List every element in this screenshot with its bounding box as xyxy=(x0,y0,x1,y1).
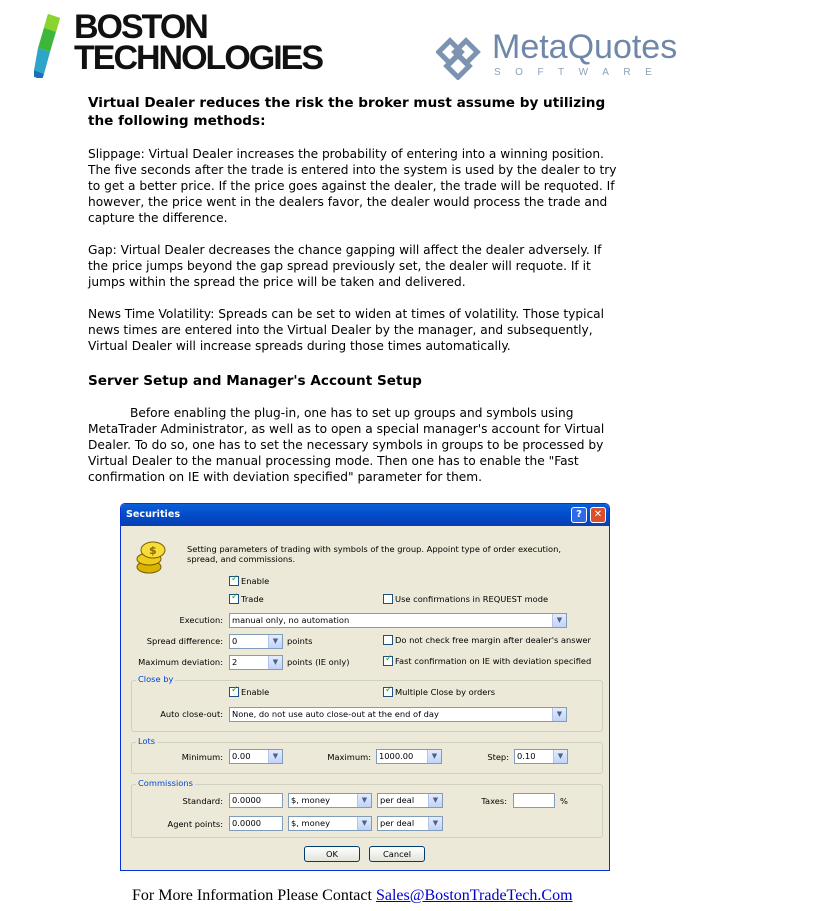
metaquotes-logo-mark-icon xyxy=(436,36,486,80)
trade-label: Trade xyxy=(241,594,264,604)
metaquotes-logo xyxy=(436,28,701,84)
chevron-down-icon: ▼ xyxy=(428,794,442,807)
paragraph-gap: Gap: Virtual Dealer decreases the chance gapping will affect the dealer adversely. If the price jumps beyond the gap spread previously set, the dealer will requote. If it jumps within the spread the price will be taken and delivered. xyxy=(88,243,602,289)
chevron-down-icon: ▼ xyxy=(552,614,566,627)
lots-maximum-label: Maximum: xyxy=(327,752,371,762)
taxes-label: Taxes: xyxy=(481,796,507,806)
taxes-unit: % xyxy=(560,796,568,806)
use-confirmations-label: Use confirmations in REQUEST mode xyxy=(395,594,549,604)
chevron-down-icon: ▼ xyxy=(427,750,441,763)
close-by-group-title: Close by xyxy=(138,674,174,684)
auto-close-out-select[interactable]: None, do not use auto close-out at the end of day ▼ xyxy=(229,707,567,722)
dialog-description: Setting parameters of trading with symbols of the group. Appoint type of order execution, spread, and commissions. xyxy=(187,544,562,564)
fast-confirmation-label: Fast confirmation on IE with deviation specified xyxy=(395,656,592,666)
dialog-titlebar xyxy=(121,504,609,526)
footer-contact xyxy=(132,887,573,905)
standard-label: Standard: xyxy=(182,796,223,806)
no-check-margin-checkbox[interactable] xyxy=(383,635,393,645)
chevron-down-icon: ▼ xyxy=(357,817,371,830)
dialog-title: Securities xyxy=(126,509,181,520)
paragraph-news: News Time Volatility: Spreads can be set to widen at times of volatility. Those typical news times are entered into the Virtual Dealer by the manager, and subsequently, Virtual Dealer will increase spreads during those times automatically. xyxy=(88,307,605,353)
help-button[interactable]: ? xyxy=(571,507,587,523)
commissions-group-title: Commissions xyxy=(138,778,193,788)
taxes-input[interactable] xyxy=(513,793,555,808)
svg-text:$: $ xyxy=(149,544,157,557)
agent-per-select[interactable]: per deal ▼ xyxy=(377,816,443,831)
spread-difference-label: Spread difference: xyxy=(146,636,223,646)
lots-maximum-select[interactable]: 1000.00 ▼ xyxy=(376,749,442,764)
close-by-group xyxy=(131,680,603,732)
enable-label: Enable xyxy=(241,576,270,586)
chevron-down-icon: ▼ xyxy=(428,817,442,830)
lots-minimum-select[interactable]: 0.00 ▼ xyxy=(229,749,283,764)
lots-minimum-label: Minimum: xyxy=(181,752,223,762)
close-by-enable-checkbox[interactable]: ✓ xyxy=(231,685,239,695)
auto-close-out-label: Auto close-out: xyxy=(160,709,223,719)
multiple-close-by-checkbox[interactable]: ✓ xyxy=(385,685,393,695)
chevron-down-icon: ▼ xyxy=(268,750,282,763)
standard-input[interactable]: 0.0000 xyxy=(229,793,283,808)
ok-button[interactable]: OK xyxy=(304,846,360,862)
standard-per-select[interactable]: per deal ▼ xyxy=(377,793,443,808)
max-deviation-unit: points (IE only) xyxy=(287,657,350,667)
close-by-enable-label: Enable xyxy=(241,687,270,697)
boston-logo-text: BOSTON TECHNOLOGIES xyxy=(74,8,323,77)
boston-logo-mark-icon xyxy=(34,14,74,78)
paragraph-slippage: Slippage: Virtual Dealer increases the probability of entering into a winning position. The five seconds after the trade is entered into the system is used by the dealer to try to get a better price. If the price goes against the dealer, the trade will be requoted. If however, the price went in the dealers favor, the dealer would process the trade and capture the difference. xyxy=(88,147,617,225)
lots-step-label: Step: xyxy=(487,752,509,762)
chevron-down-icon: ▼ xyxy=(552,708,566,721)
heading-methods: Virtual Dealer reduces the risk the broker must assume by utilizing the following methods: xyxy=(88,95,606,129)
use-confirmations-checkbox[interactable] xyxy=(383,594,393,604)
paragraph-setup: Before enabling the plug-in, one has to set up groups and symbols using MetaTrader Administrator, as well as to open a special manager's account for Virtual Dealer. To do so, one has to set the necessary symbols in groups to be processed by Virtual Dealer to the manual processing mode. Then one has to enable the "Fast confirmation on IE with deviation specified" parameter for them. xyxy=(88,406,605,484)
chevron-down-icon: ▼ xyxy=(268,635,282,648)
fast-confirmation-checkbox[interactable]: ✓ xyxy=(385,654,393,664)
chevron-down-icon: ▼ xyxy=(268,656,282,669)
trade-checkbox[interactable]: ✓ xyxy=(231,592,239,602)
document-body xyxy=(88,94,618,485)
chevron-down-icon: ▼ xyxy=(357,794,371,807)
lots-group-title: Lots xyxy=(138,736,156,746)
securities-dialog xyxy=(120,503,610,871)
standard-type-select[interactable]: $, money ▼ xyxy=(288,793,372,808)
close-button[interactable]: ✕ xyxy=(590,507,606,523)
lots-step-select[interactable]: 0.10 ▼ xyxy=(514,749,568,764)
agent-points-label: Agent points: xyxy=(167,819,223,829)
multiple-close-by-label: Multiple Close by orders xyxy=(395,687,496,697)
spread-difference-select[interactable]: 0 ▼ xyxy=(229,634,283,649)
agent-type-select[interactable]: $, money ▼ xyxy=(288,816,372,831)
boston-technologies-logo xyxy=(34,8,323,80)
execution-select[interactable]: manual only, no automation ▼ xyxy=(229,613,567,628)
metaquotes-title: MetaQuotes xyxy=(492,28,678,66)
chevron-down-icon: ▼ xyxy=(553,750,567,763)
metaquotes-subtitle: SOFTWARE xyxy=(494,67,667,78)
heading-server-setup: Server Setup and Manager's Account Setup xyxy=(88,373,422,389)
execution-label: Execution: xyxy=(179,615,223,625)
cancel-button[interactable]: Cancel xyxy=(369,846,425,862)
no-check-margin-label: Do not check free margin after dealer's answer xyxy=(395,635,591,645)
coins-icon xyxy=(135,537,169,577)
enable-checkbox[interactable]: ✓ xyxy=(231,574,239,584)
footer-email-link[interactable]: Sales@BostonTradeTech.Com xyxy=(375,887,573,904)
spread-unit: points xyxy=(287,636,313,646)
footer-text: For More Information Please Contact xyxy=(132,887,376,904)
max-deviation-label: Maximum deviation: xyxy=(138,657,223,667)
agent-points-input[interactable]: 0.0000 xyxy=(229,816,283,831)
max-deviation-select[interactable]: 2 ▼ xyxy=(229,655,283,670)
